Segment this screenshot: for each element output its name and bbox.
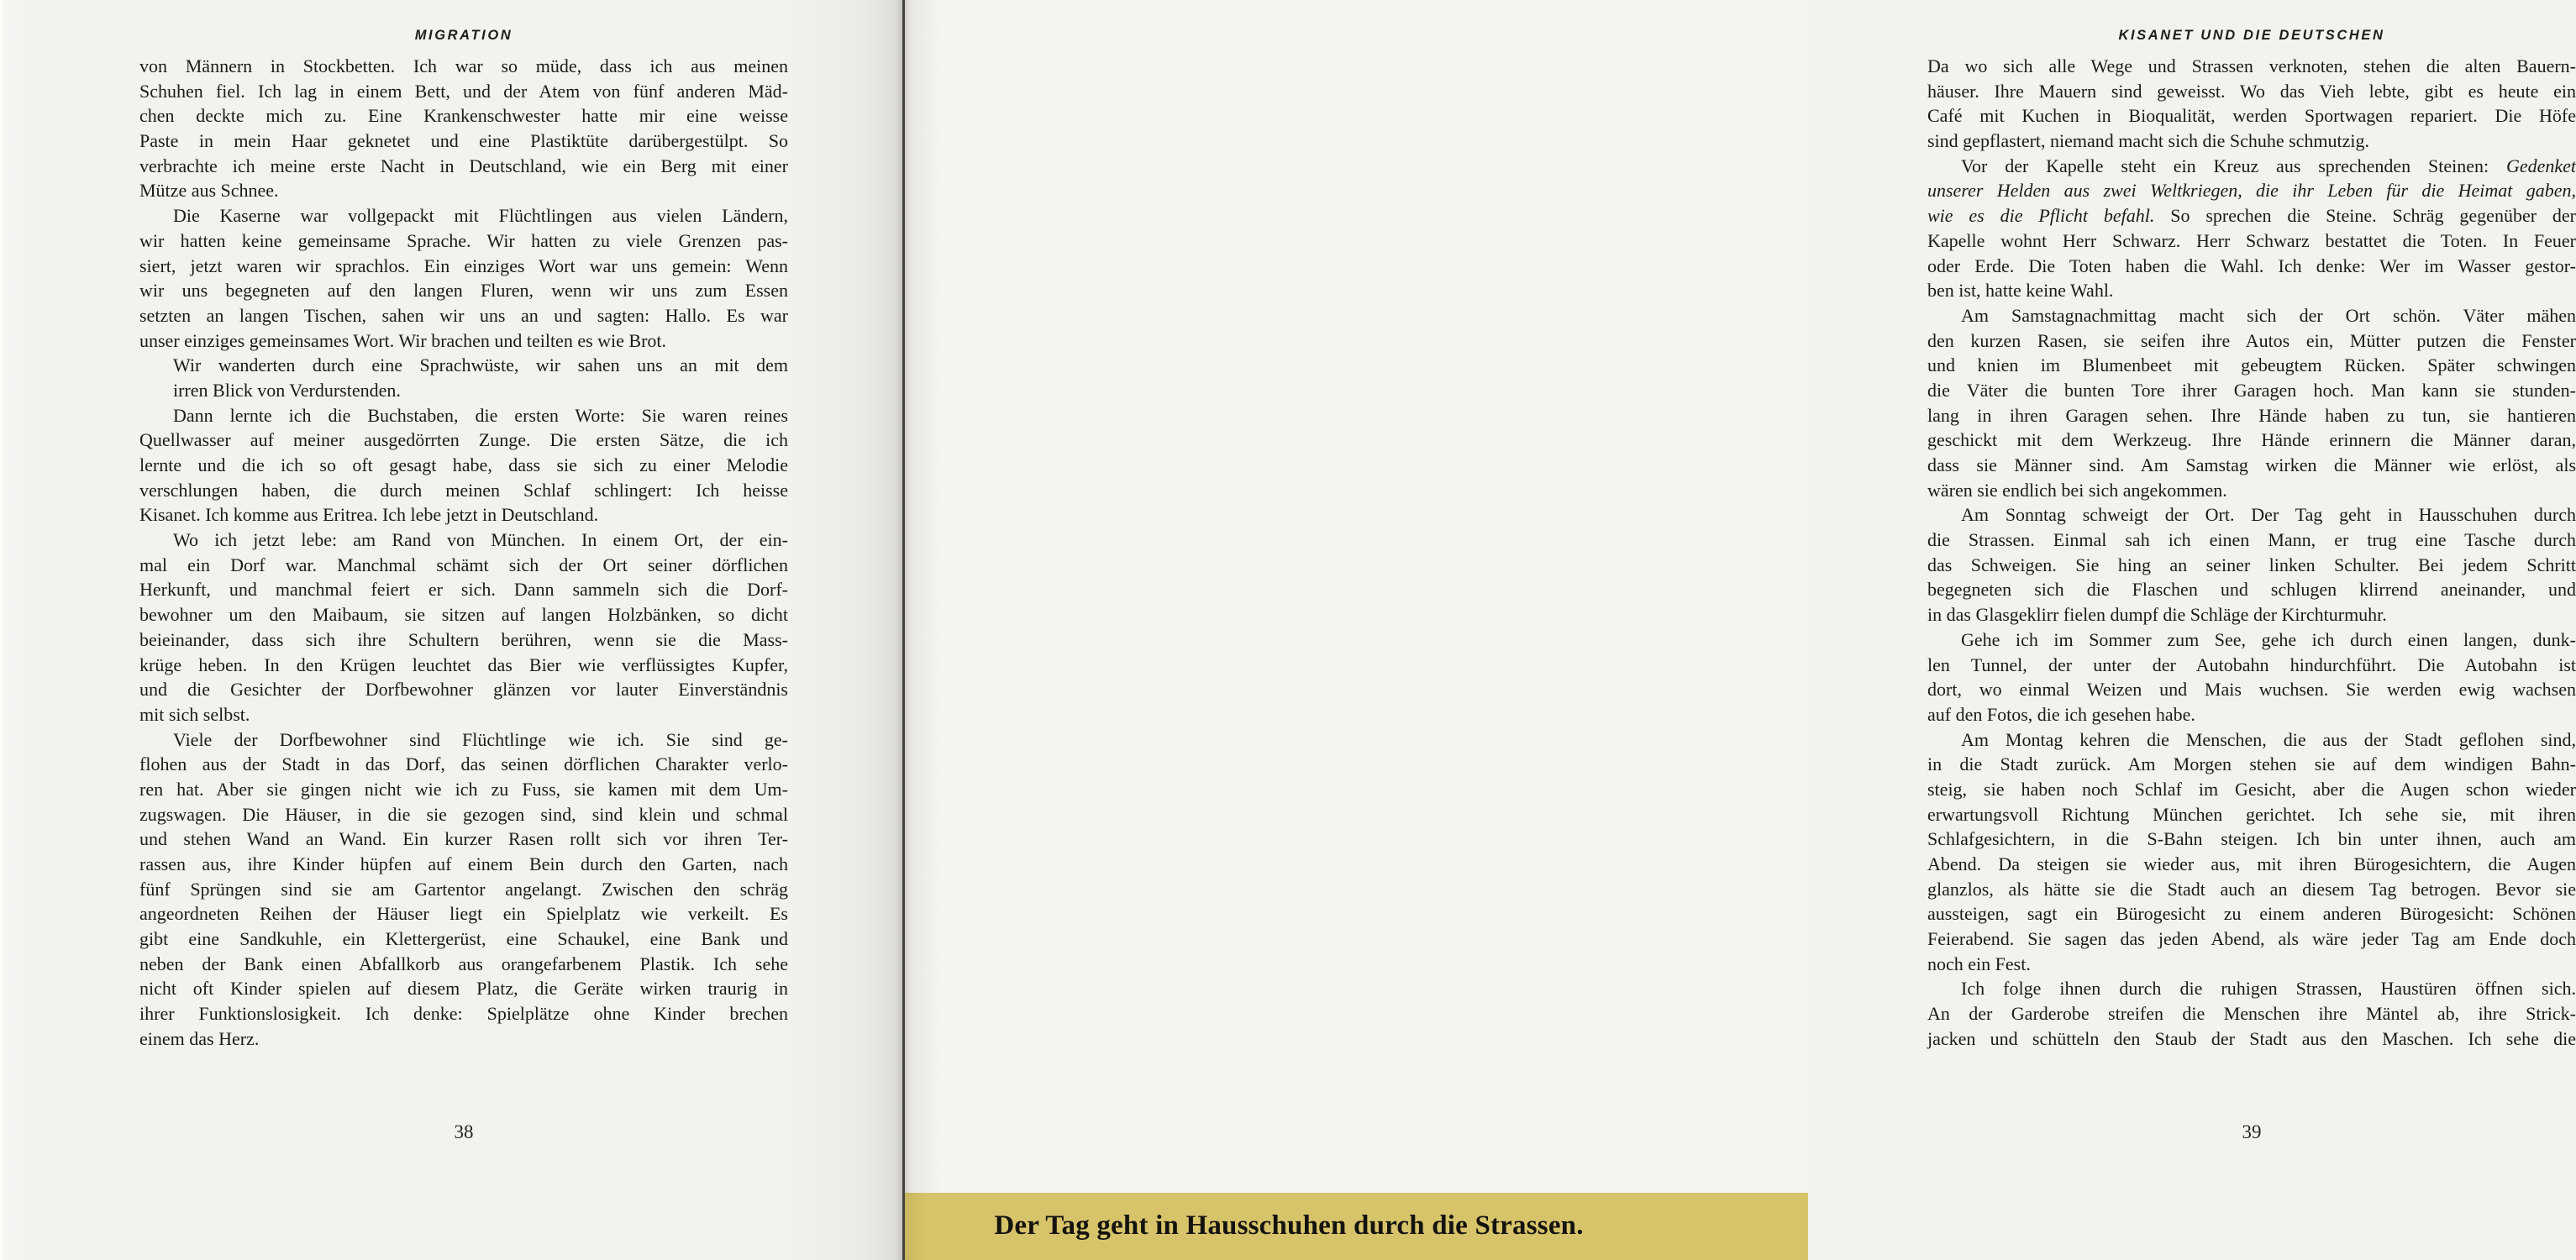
text-line: Herkunft, und manchmal feiert er sich. Dann sammeln sich die Dorf- [139, 579, 788, 601]
text-line: fünf Sprüngen sind sie am Gartentor angelangt. Zwischen den schräg [139, 878, 788, 900]
text-line: dass sie Männer sind. Am Samstag wirken die Männer wie erlöst, als [1927, 454, 2576, 475]
text-line: den kurzen Rasen, sie seifen ihre Autos ein, Mütter putzen die Fenster [1927, 329, 2576, 351]
page-right [904, 0, 2576, 1260]
text-line: dort, wo einmal Weizen und Mais wuchsen. Sie werden ewig wachsen [1927, 679, 2576, 701]
text-line: aussteigen, sagt ein Bürogesicht zu einem anderen Bürogesicht: Schönen [1927, 903, 2576, 925]
right-text-column [1927, 54, 2576, 1052]
text-line: mit sich selbst. [139, 703, 250, 725]
text-line: len Tunnel, der unter der Autobahn hindurchführt. Die Autobahn ist [1927, 654, 2576, 675]
text-line: und die Gesichter der Dorfbewohner glänzen vor lauter Einverständnis [139, 679, 788, 701]
left-text-column [139, 54, 788, 1052]
pull-quote-text: Der Tag geht in Hausschuhen durch die Strassen. [994, 1210, 1584, 1241]
text-line: krüge heben. In den Krügen leuchtet das Bier wie verflüssigtes Kupfer, [139, 654, 788, 675]
text-line: wie es die Pflicht befahl. So sprechen die Steine. Schräg gegenüber der [1927, 205, 2576, 227]
text-line: wir uns begegneten auf den langen Fluren, wenn wir uns zum Essen [139, 280, 788, 302]
text-line: in die Stadt zurück. Am Morgen stehen sie auf dem windigen Bahn- [1927, 753, 2576, 775]
text-line: einem das Herz. [139, 1027, 260, 1049]
text-line: Ich folge ihnen durch die ruhigen Strassen, Haustüren öffnen sich. [1961, 978, 2576, 1000]
text-line: noch ein Fest. [1927, 953, 2031, 974]
spine-divider [902, 0, 905, 1260]
text-line: und knien im Blumenbeet mit gebeugtem Rücken. Später schwingen [1927, 354, 2576, 376]
text-line: wären sie endlich bei sich angekommen. [1927, 479, 2227, 501]
text-line: glanzlos, als hätte sie die Stadt auch an diesem Tag betrogen. Bevor sie [1927, 878, 2576, 900]
text-line: bewohner um den Maibaum, sie sitzen auf langen Holzbänken, so dicht [139, 604, 788, 626]
text-line: nicht oft Kinder spielen auf diesem Platz, die Geräte wirken traurig in [139, 978, 788, 1000]
text-line: Wir wanderten durch eine Sprachwüste, wir sahen uns an mit dem [173, 354, 788, 376]
text-line: verschlungen haben, die durch meinen Schlaf schlingert: Ich heisse [139, 479, 788, 501]
text-line: geschickt mit dem Werkzeug. Ihre Hände erinnern die Männer daran, [1927, 429, 2576, 451]
text-line: Wo ich jetzt lebe: am Rand von München. In einem Ort, der ein- [173, 529, 788, 551]
text-line: Am Sonntag schweigt der Ort. Der Tag geht in Hausschuhen durch [1961, 504, 2576, 526]
text-line: begegneten sich die Flaschen und schlugen klirrend aneinander, und [1927, 579, 2576, 601]
text-line: Quellwasser auf meiner ausgedörrten Zunge. Die ersten Sätze, die ich [139, 429, 788, 451]
text-line: Kisanet. Ich komme aus Eritrea. Ich lebe jetzt in Deutschland. [139, 504, 599, 526]
text-line: die Strassen. Einmal sah ich einen Mann, er trug eine Tasche durch [1927, 529, 2576, 551]
text-line: erwartungsvoll Richtung München gerichtet. Ich sehe sie, mit ihren [1927, 803, 2576, 825]
text-line: gibt eine Sandkuhle, ein Klettergerüst, eine Schaukel, eine Bank und [139, 928, 788, 950]
text-line: lang in ihren Garagen sehen. Ihre Hände haben zu tun, sie hantieren [1927, 404, 2576, 426]
page-number-right: 39 [2242, 1121, 2262, 1142]
page-left [0, 0, 904, 1260]
running-head-left: MIGRATION [414, 28, 513, 43]
text-line: An der Garderobe streifen die Menschen ihre Mäntel ab, ihre Strick- [1927, 1003, 2576, 1025]
text-line: Abend. Da steigen sie wieder aus, mit ihren Bürogesichtern, die Augen [1927, 853, 2576, 874]
text-line: lernte und die ich so oft gesagt habe, dass sie sich zu einer Melodie [139, 454, 788, 475]
text-line: Dann lernte ich die Buchstaben, die ersten Worte: Sie waren reines [173, 404, 788, 426]
text-line: Am Montag kehren die Menschen, die aus der Stadt geflohen sind, [1961, 728, 2576, 750]
text-line: Kapelle wohnt Herr Schwarz. Herr Schwarz bestattet die Toten. In Feuer [1927, 229, 2576, 251]
text-line: chen deckte mich zu. Eine Krankenschwester hatte mir eine weisse [139, 105, 788, 127]
text-line: oder Erde. Die Toten haben die Wahl. Ich denke: Wer im Wasser gestor- [1927, 255, 2576, 276]
text-line: setzten an langen Tischen, sahen wir uns an und sagten: Hallo. Es war [139, 304, 788, 326]
text-line: Mütze aus Schnee. [139, 180, 279, 202]
text-line: beieinander, dass sich ihre Schultern berühren, wenn sie die Mass- [139, 628, 788, 650]
text-line: Paste in mein Haar geknetet und eine Plastiktüte darübergestülpt. So [139, 130, 788, 152]
text-line: zugswagen. Die Häuser, in die sie gezogen sind, sind klein und schmal [139, 803, 788, 825]
text-line: Gehe ich im Sommer zum See, gehe ich durch einen langen, dunk- [1961, 628, 2576, 650]
text-line: häuser. Ihre Mauern sind geweisst. Wo das Vieh lebte, gibt es heute ein [1927, 80, 2576, 102]
page-number-left: 38 [454, 1121, 474, 1142]
text-line: die Väter die bunten Tore ihrer Garagen hoch. Man kann sie stunden- [1927, 379, 2576, 401]
text-line: mal ein Dorf war. Manchmal schämt sich der Ort seiner dörflichen [139, 554, 788, 575]
text-line: sind gepflastert, niemand macht sich die Schuhe schmutzig. [1927, 130, 2370, 152]
text-line: flohen aus der Stadt in das Dorf, das seinen dörflichen Charakter verlo- [139, 753, 788, 775]
text-line: Schuhen fiel. Ich lag in einem Bett, und der Atem von fünf anderen Mäd- [139, 80, 788, 102]
text-line: in das Glasgeklirr fielen dumpf die Schläge der Kirchturmuhr. [1927, 604, 2387, 626]
text-line: das Schweigen. Sie hing an seiner linken Schulter. Bei jedem Schritt [1927, 554, 2576, 575]
text-line: Viele der Dorfbewohner sind Flüchtlinge wie ich. Sie sind ge- [173, 728, 788, 750]
text-line: auf den Fotos, die ich gesehen habe. [1927, 703, 2195, 725]
text-line: irren Blick von Verdurstenden. [173, 379, 401, 401]
text-line: ren hat. Aber sie gingen nicht wie ich zu Fuss, sie kamen mit dem Um- [139, 778, 788, 800]
pull-quote-banner [904, 1193, 1808, 1260]
text-line: und stehen Wand an Wand. Ein kurzer Rasen rollt sich vor ihren Ter- [139, 828, 788, 850]
text-line: Am Samstagnachmittag macht sich der Ort schön. Väter mähen [1961, 304, 2576, 326]
text-line: unserer Helden aus zwei Weltkriegen, die ihr Leben für die Heimat gaben, [1927, 180, 2576, 202]
text-line: Schlafgesichtern, in die S-Bahn steigen. Ich bin unter ihnen, auch am [1927, 828, 2576, 850]
text-line: neben der Bank einen Abfallkorb aus orangefarbenem Plastik. Ich sehe [139, 953, 788, 974]
text-line: verbrachte ich meine erste Nacht in Deutschland, wie ein Berg mit einer [139, 155, 788, 176]
text-line: ben ist, hatte keine Wahl. [1927, 280, 2114, 302]
text-line: steig, sie haben noch Schlaf im Gesicht, aber die Augen schon wieder [1927, 778, 2576, 800]
text-line: Die Kaserne war vollgepackt mit Flüchtlingen aus vielen Ländern, [173, 205, 788, 227]
text-line: angeordneten Reihen der Häuser liegt ein Spielplatz wie verkeilt. Es [139, 903, 788, 925]
text-line: Da wo sich alle Wege und Strassen verknoten, stehen die alten Bauern- [1927, 55, 2576, 76]
text-line: jacken und schütteln den Staub der Stadt aus den Maschen. Ich sehe die [1927, 1027, 2576, 1049]
text-line: rassen aus, ihre Kinder hüpfen auf einem Bein durch den Garten, nach [139, 853, 788, 874]
text-line: siert, jetzt waren wir sprachlos. Ein einziges Wort war uns gemein: Wenn [139, 255, 788, 276]
text-line: wir hatten keine gemeinsame Sprache. Wir hatten zu viele Grenzen pas- [139, 229, 788, 251]
text-line: Feierabend. Sie sagen das jeden Abend, als wäre jeder Tag am Ende doch [1927, 928, 2576, 950]
running-head-right: KISANET UND DIE DEUTSCHEN [2118, 28, 2385, 43]
text-line: Vor der Kapelle steht ein Kreuz aus sprechenden Steinen: Gedenket [1961, 155, 2576, 176]
text-line: unser einziges gemeinsames Wort. Wir brachen und teilten es wie Brot. [139, 329, 667, 351]
text-line: von Männern in Stockbetten. Ich war so müde, dass ich aus meinen [139, 55, 788, 76]
text-line: Café mit Kuchen in Bioqualität, werden Sportwagen repariert. Die Höfe [1927, 105, 2576, 127]
text-line: ihrer Funktionslosigkeit. Ich denke: Spielplätze ohne Kinder brechen [139, 1003, 788, 1025]
